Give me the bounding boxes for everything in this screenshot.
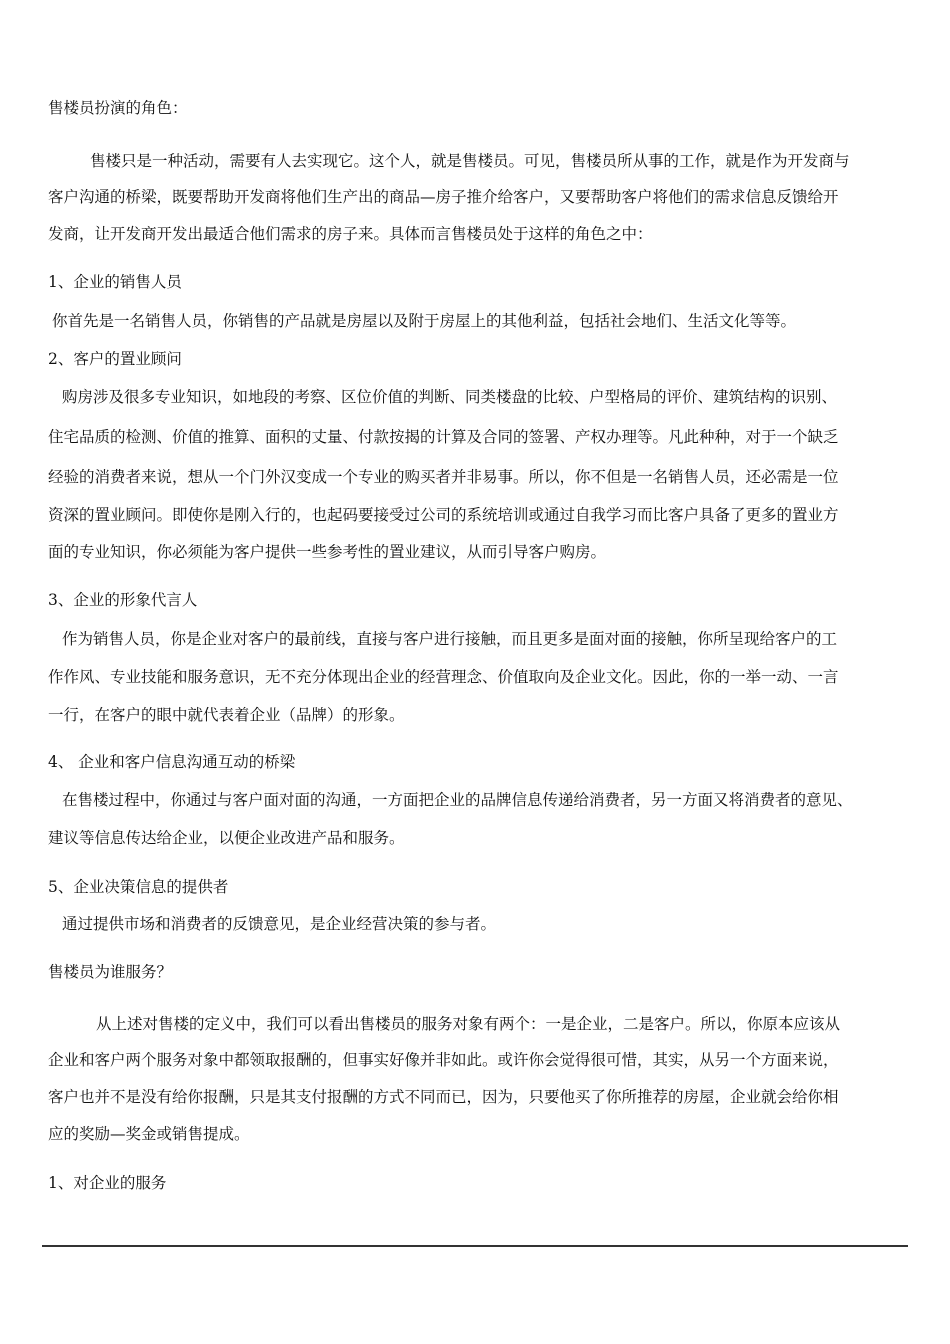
paragraph-line: 通过提供市场和消费者的反馈意见，是企业经营决策的参与者。 [62,915,497,933]
subheading-service-to-enterprise: 1、对企业的服务 [48,1174,167,1192]
paragraph-line: 在售楼过程中，你通过与客户面对面的沟通，一方面把企业的品牌信息传递给消费者，另一方面又将消费者的意见、 [62,791,853,809]
section-heading-whom-to-serve: 售楼员为谁服务？ [48,963,173,981]
paragraph-line: 售楼只是一种活动，需要有人去实现它。这个人，就是售楼员。可见，售楼员所从事的工作，就是作为开发商与 [90,152,850,170]
paragraph-line: 建议等信息传达给企业，以便企业改进产品和服务。 [48,829,405,847]
paragraph-line: 作为销售人员，你是企业对客户的最前线，直接与客户进行接触，而且更多是面对面的接触，你所呈现给客户的工 [62,630,838,648]
paragraph-line: 面的专业知识，你必须能为客户提供一些参考性的置业建议，从而引导客户购房。 [48,543,607,561]
paragraph-line: 作作风、专业技能和服务意识，无不充分体现出企业的经营理念、价值取向及企业文化。因此，你的一举一动、一言 [48,668,839,686]
paragraph-line: 客户沟通的桥梁，既要帮助开发商将他们生产出的商品—房子推介给客户，又要帮助客户将他们的需求信息反馈给开 [48,188,839,206]
subheading-communication-bridge: 4、 企业和客户信息沟通互动的桥梁 [48,753,296,771]
paragraph-line: 发商，让开发商开发出最适合他们需求的房子来。具体而言售楼员处于这样的角色之中： [48,225,653,243]
paragraph-line: 你首先是一名销售人员，你销售的产品就是房屋以及附于房屋上的其他利益，包括社会地们、生活文化等等。 [52,312,797,330]
paragraph-line: 企业和客户两个服务对象中都领取报酬的，但事实好像并非如此。或许你会觉得很可惜，其实，从另一个方面来说， [48,1051,839,1069]
paragraph-line: 客户也并不是没有给你报酬，只是其支付报酬的方式不同而已，因为，只要他买了你所推荐的房屋，企业就会给你相 [48,1088,839,1106]
paragraph-line: 一行，在客户的眼中就代表着企业（品牌）的形象。 [48,706,405,724]
footer-divider [42,1245,908,1247]
paragraph-line: 资深的置业顾问。即使你是刚入行的，也起码要接受过公司的系统培训或通过自我学习而比客户具备了更多的置业方 [48,506,839,524]
subheading-image-spokesperson: 3、企业的形象代言人 [48,591,198,609]
paragraph-line: 从上述对售楼的定义中，我们可以看出售楼员的服务对象有两个：一是企业，二是客户。所以，你原本应该从 [96,1015,841,1033]
paragraph-line: 经验的消费者来说，想从一个门外汉变成一个专业的购买者并非易事。所以，你不但是一名销售人员，还必需是一位 [48,468,839,486]
paragraph-line: 购房涉及很多专业知识，如地段的考察、区位价值的判断、同类楼盘的比较、户型格局的评价、建筑结构的识别、 [62,388,838,406]
paragraph-line: 住宅品质的检测、价值的推算、面积的丈量、付款按揭的计算及合同的签署、产权办理等。凡此种种，对于一个缺乏 [48,428,839,446]
section-heading-role: 售楼员扮演的角色： [48,99,188,117]
paragraph-line: 应的奖励—奖金或销售提成。 [48,1125,250,1143]
subheading-decision-info-provider: 5、企业决策信息的提供者 [48,878,229,896]
subheading-consultant: 2、客户的置业顾问 [48,350,182,368]
subheading-sales-person: 1、企业的销售人员 [48,273,182,291]
